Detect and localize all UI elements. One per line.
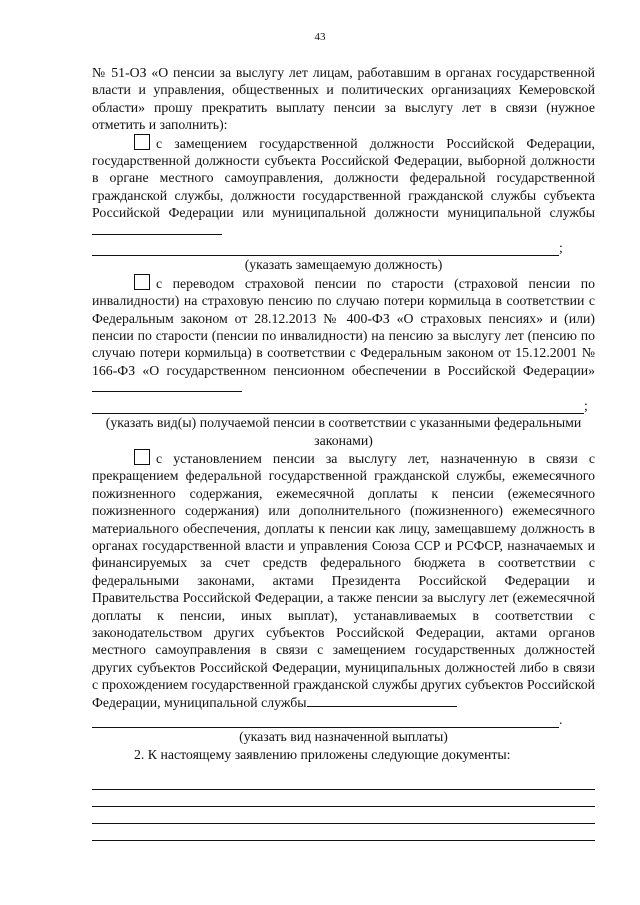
payment-fill-line[interactable] bbox=[307, 694, 457, 707]
position-caption: (указать замещаемую должность) bbox=[244, 257, 443, 273]
pension-caption: (указать вид(ы) получаемой пенсии в соответствии с указанными федеральными законами) bbox=[105, 415, 582, 448]
pension-input-line[interactable] bbox=[92, 400, 584, 414]
option-pension-text: с переводом страховой пенсии по старости (страховой пенсии по инвалидности) на страховую пенсию по случаю потери кормильца в соответствии с Федеральным законом от 28.12.2013 № 400-ФЗ «О страховых пенсиях» и (или) пенсии по старости (пенсии по инвалидности) на пенсию за выслугу лет (пенсию по случаю потери кормильца) в соответствии с Федеральным законом от 15.12.2001 № 166-ФЗ «О государственном пенсионном обеспечении в Российской Федерации» bbox=[92, 275, 595, 378]
pension-fill-row bbox=[92, 397, 595, 414]
payment-line-end: . bbox=[559, 711, 563, 727]
position-input-line[interactable] bbox=[92, 242, 559, 256]
pension-checkbox[interactable] bbox=[134, 274, 150, 290]
option-position-text: с замещением государственной должности Российской Федерации, государственной должности субъекта Российской Федерации, выборной должности в органе местного самоуправления, должности федеральной государственной гражданской службы, должности государственной гражданской службы субъекта Российской Федерации или муниципальной должности муниципальной службы bbox=[92, 135, 595, 221]
position-line-end: ; bbox=[559, 240, 563, 256]
attachment-line[interactable] bbox=[92, 790, 595, 807]
pension-line-end: ; bbox=[584, 397, 588, 413]
option-payment-text: с установлением пенсии за выслугу лет, назначенную в связи с прекращением федеральной государственной гражданской службы, ежемесячного пожизненного содержания, ежемесячной доплаты к пенсии (ежемесячного пожизненного содержания) или дополнительного (пожизненного) ежемесячного материального обеспечения, доплаты к пенсии как лицу, замещавшему должность в органах государственной власти и управления Союза ССР и РСФСР, назначаемых и финансируемых за счет средств федерального бюджета в соответствии с федеральными законами, актами Президента Российской Федерации и Правительства Российской Федерации, а также пенсии за выслугу лет (ежемесячной доплаты к пенсии, иных выплат), устанавливаемых в соответствии с законодательством других субъектов Российской Федерации, актами органов местного самоуправления в связи с замещением государственных должностей других субъектов Российской Федерации, муниципальных должностей либо в связи с прохождением государственной гражданской службы других субъектов Российской Федерации, муниципальной службы bbox=[92, 450, 595, 710]
position-fill-row bbox=[92, 239, 595, 256]
option-position-paragraph bbox=[92, 134, 595, 239]
intro-paragraph: № 51-ОЗ «О пенсии за выслугу лет лицам, работавшим в органах государственной власти и управления, общественных и политических организациях Кемеровской области» прошу прекратить выплату пенсии за выслугу лет в связи (нужное отметить и заполнить): bbox=[92, 65, 595, 133]
payment-input-line[interactable] bbox=[92, 714, 559, 728]
attachments-heading: 2. К настоящему заявлению приложены следующие документы: bbox=[134, 746, 511, 762]
position-checkbox[interactable] bbox=[134, 134, 150, 150]
option-payment-paragraph bbox=[92, 449, 595, 711]
attachment-line[interactable] bbox=[92, 824, 595, 841]
payment-checkbox[interactable] bbox=[134, 449, 150, 465]
pension-fill-line[interactable] bbox=[92, 379, 242, 392]
document-body bbox=[92, 64, 595, 841]
option-pension-paragraph bbox=[92, 274, 595, 397]
payment-fill-row bbox=[92, 711, 595, 728]
position-fill-line[interactable] bbox=[92, 222, 222, 235]
attachment-line[interactable] bbox=[92, 773, 595, 790]
page-number: 43 bbox=[314, 31, 326, 43]
payment-caption: (указать вид назначенной выплаты) bbox=[239, 729, 448, 745]
attachments-list bbox=[92, 773, 595, 841]
attachment-line[interactable] bbox=[92, 807, 595, 824]
